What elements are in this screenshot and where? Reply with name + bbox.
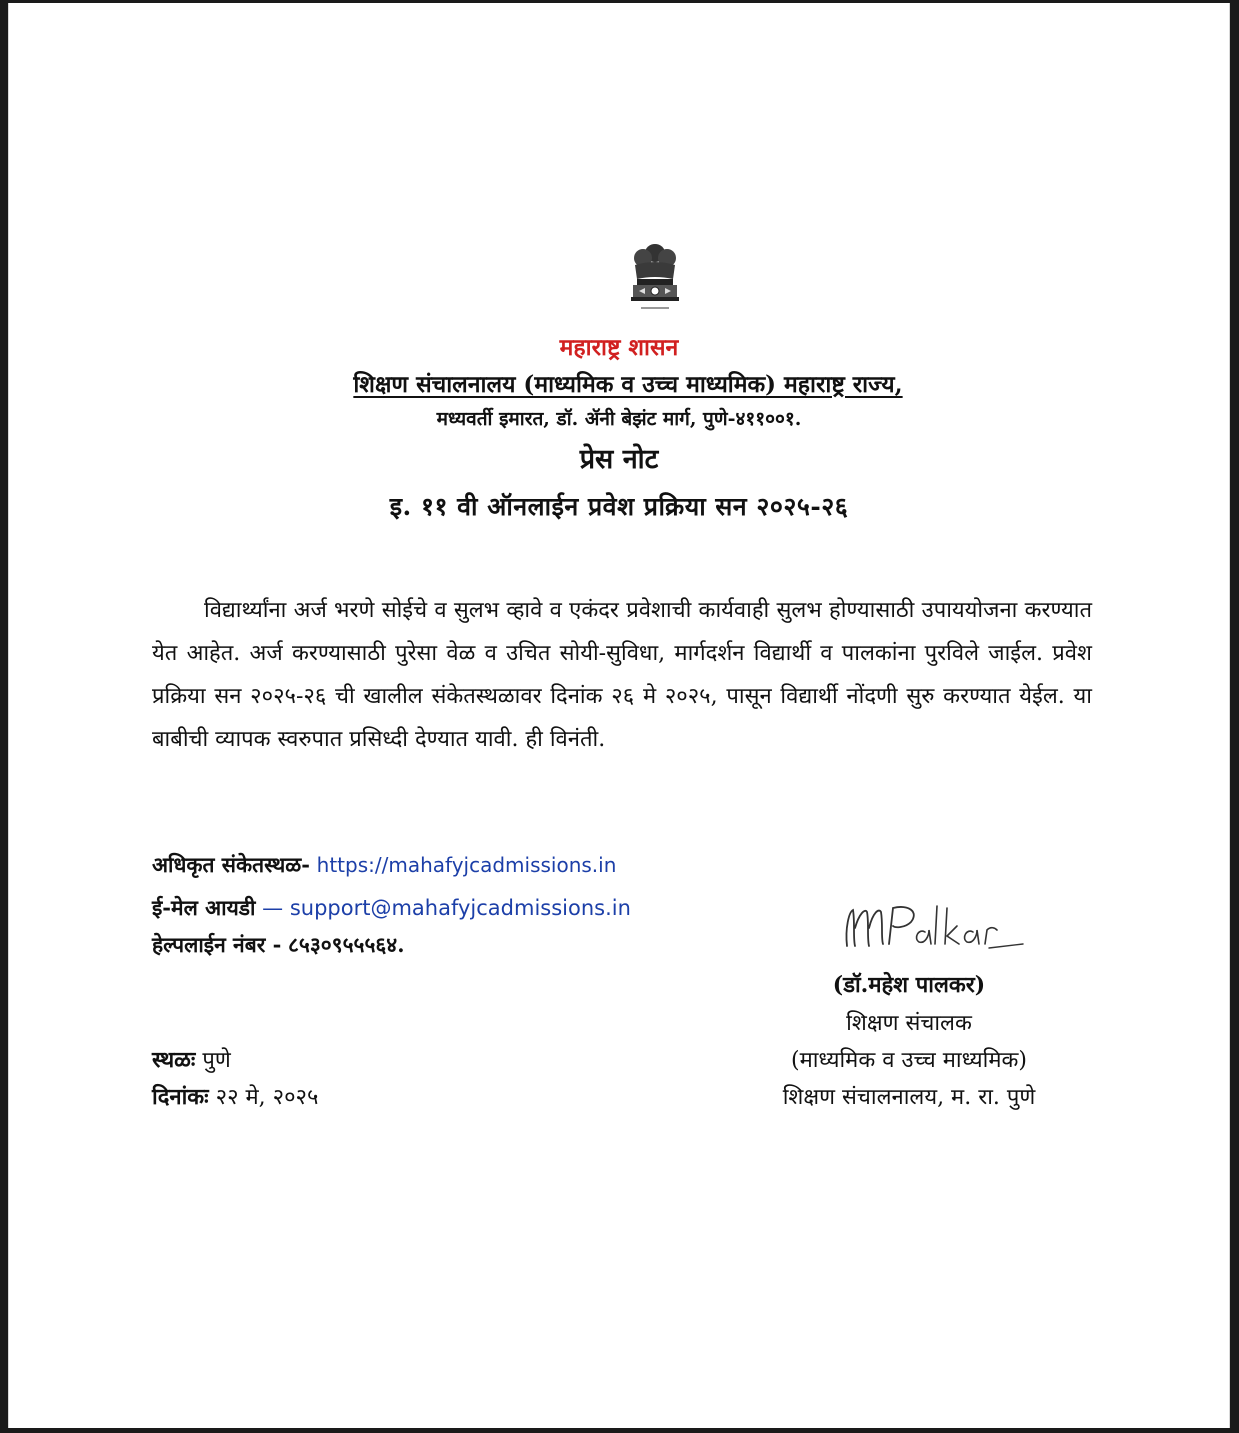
document-title: प्रेस नोट [579, 444, 659, 475]
date-value: २२ मे, २०२५ [215, 1085, 319, 1110]
government-name: महाराष्ट्र शासन [559, 334, 679, 361]
office-address: मध्यवर्ती इमारत, डॉ. ॲनी बेझंट मार्ग, पुणे-४११००१. [436, 408, 802, 430]
document-subject: इ. ११ वी ऑनलाईन प्रवेश प्रक्रिया सन २०२५-२६ [389, 492, 849, 521]
press-note-page [8, 3, 1230, 1428]
signatory-designation: शिक्षण संचालक [846, 1011, 972, 1036]
place-line [152, 1044, 231, 1074]
place-value: पुणे [202, 1048, 231, 1073]
place-label: स्थळः [152, 1047, 196, 1073]
website-link[interactable]: https://mahafyjcadmissions.in [316, 853, 617, 877]
helpline-label: हेल्पलाईन नंबर - [152, 932, 282, 957]
signatory-name: (डॉ.महेश पालकर) [832, 972, 986, 998]
signatory-department: (माध्यमिक व उच्च माध्यमिक) [791, 1048, 1027, 1073]
body-paragraph: विद्यार्थ्यांना अर्ज भरणे सोईचे व सुलभ व्हावे व एकंदर प्रवेशाची कार्यवाही सुलभ होण्यासाठी उपाययोजना करण्यात येत आहेत. अर्ज करण्यासाठी पुरेसा वेळ व उचित सोयी-सुविधा, मार्गदर्शन विद्यार्थी व पालकांना पुरविले जाईल. प्रवेश प्रक्रिया सन २०२५-२६ ची खालील संकेतस्थळावर दिनांक २६ मे २०२५, पासून विद्यार्थी नोंदणी सुरु करण्यात येईल. या बाबीची व्यापक स्वरुपात प्रसिध्दी देण्यात यावी. ही विनंती. [152, 598, 1092, 752]
email-separator: — [262, 896, 284, 920]
date-line [152, 1081, 318, 1111]
department-name: शिक्षण संचालनालय (माध्यमिक व उच्च माध्यमिक) महाराष्ट्र राज्य, [353, 371, 903, 398]
helpline-line [152, 931, 405, 959]
helpline-number: ८५३०९५५५६४. [288, 932, 405, 957]
website-label: अधिकृत संकेतस्थळ- [152, 852, 310, 877]
national-emblem-icon [621, 239, 689, 317]
email-link[interactable]: support@mahafyjcadmissions.in [289, 896, 631, 920]
email-label: ई-मेल आयडी [152, 895, 256, 920]
email-line [152, 894, 631, 922]
signatory-office: शिक्षण संचालनालय, म. रा. पुणे [782, 1085, 1036, 1110]
website-line [152, 851, 616, 879]
date-label: दिनांकः [152, 1084, 209, 1110]
handwritten-signature [839, 898, 1029, 958]
